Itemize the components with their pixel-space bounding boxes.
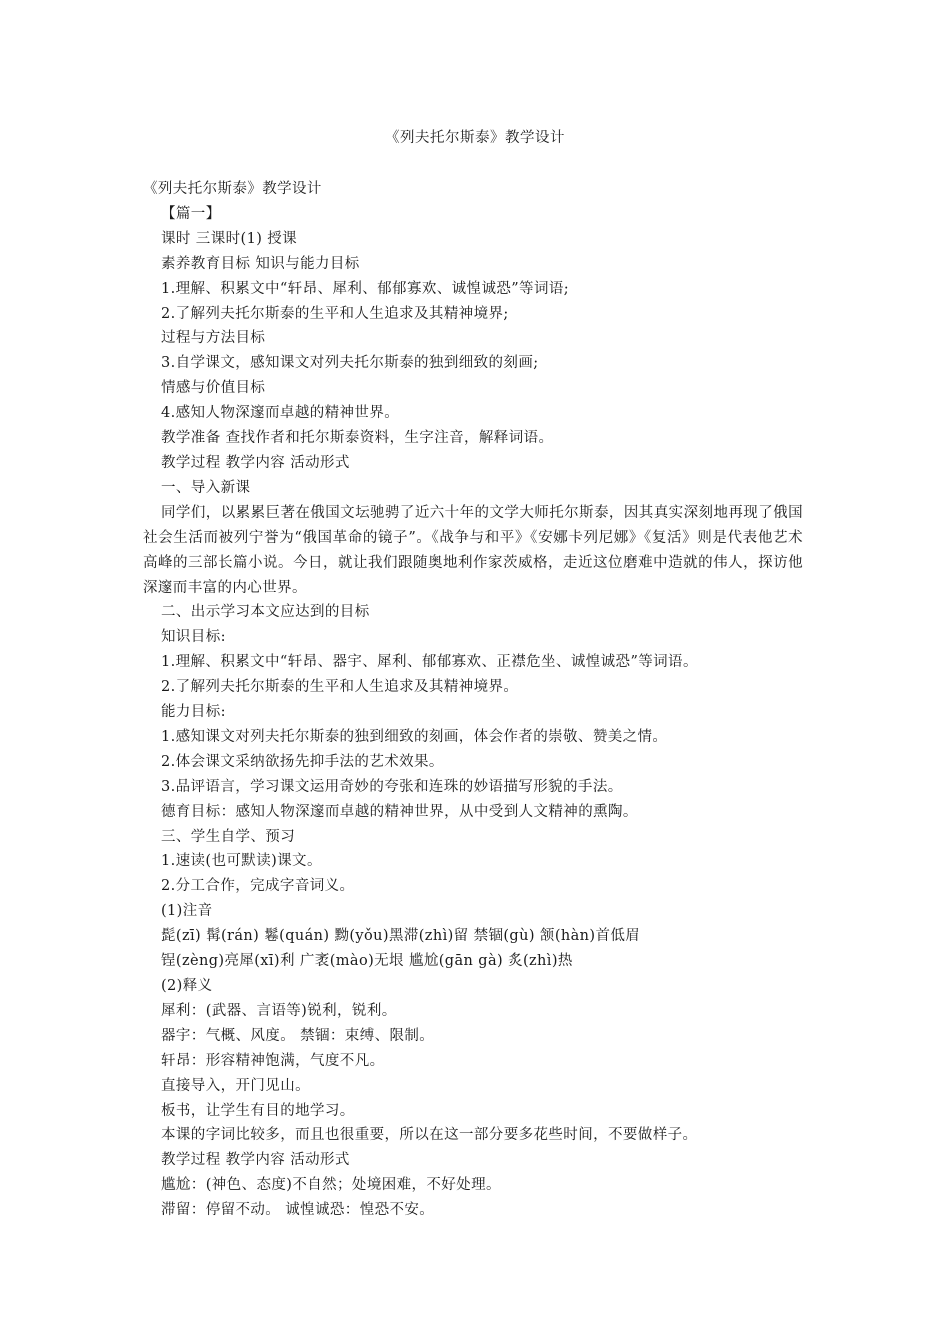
text-line: 锃(zèng)亮犀(xī)利 广袤(mào)无垠 尴尬(gān gà) 炙(zhì)热: [161, 953, 573, 970]
text-line: 4.感知人物深邃而卓越的精神世界。: [161, 405, 400, 422]
text-line: 课时 三课时(1) 授课: [161, 230, 298, 247]
text-line: 二、出示学习本文应达到的目标: [161, 604, 370, 621]
text-line: 1.理解、积累文中“轩昂、犀利、郁郁寡欢、诚惶诚恐”等词语;: [161, 280, 570, 297]
text-line: 能力目标:: [161, 704, 226, 721]
text-line: (2)释义: [161, 978, 213, 994]
text-line: 教学过程 教学内容 活动形式: [161, 454, 350, 471]
text-line: 滞留：停留不动。 诚惶诚恐：惶恐不安。: [161, 1202, 435, 1219]
text-line: 2.分工合作，完成字音词义。: [161, 878, 355, 895]
text-line: 板书，让学生有目的地学习。: [161, 1102, 355, 1119]
text-line: 《列夫托尔斯泰》教学设计: [143, 181, 322, 197]
text-line: 三、学生自学、预习: [161, 828, 296, 845]
text-line: 2.体会课文采纳欲扬先抑手法的艺术效果。: [161, 753, 444, 770]
text-line: 过程与方法目标: [161, 330, 266, 347]
text-line: 情感与价值目标: [161, 380, 266, 397]
text-line: 教学准备 查找作者和托尔斯泰资料，生字注音，解释词语。: [161, 430, 554, 447]
page-title: 《列夫托尔斯泰》教学设计: [385, 130, 565, 146]
text-line: 1.感知课文对列夫托尔斯泰的独到细致的刻画，体会作者的崇敬、赞美之情。: [161, 728, 668, 745]
text-line: 1.速读(也可默读)课文。: [161, 853, 322, 870]
text-line: 器宇：气概、风度。 禁锢：束缚、限制。: [161, 1027, 435, 1044]
text-line: 德育目标：感知人物深邃而卓越的精神世界，从中受到人文精神的熏陶。: [161, 803, 638, 820]
text-line: 本课的字词比较多，而且也很重要，所以在这一部分要多花些时间，不要做样子。: [161, 1127, 698, 1144]
text-line: 3.品评语言，学习课文运用奇妙的夸张和连珠的妙语描写形貌的手法。: [161, 778, 623, 795]
text-line: 知识目标:: [161, 629, 226, 646]
text-line: 尴尬：(神色、态度)不自然；处境困难，不好处理。: [161, 1177, 501, 1194]
text-line: 教学过程 教学内容 活动形式: [161, 1152, 350, 1169]
text-line: 3.自学课文，感知课文对列夫托尔斯泰的独到细致的刻画;: [161, 355, 539, 372]
text-line: (1)注音: [161, 903, 213, 920]
text-line: 2.了解列夫托尔斯泰的生平和人生追求及其精神境界;: [161, 305, 509, 322]
text-line: 髭(zī) 髯(rán) 鬈(quán) 黝(yǒu)黑滞(zhì)留 禁锢(gù) 颔(hàn)首低眉: [161, 928, 641, 945]
document-body: [143, 177, 803, 1223]
text-line: 2.了解列夫托尔斯泰的生平和人生追求及其精神境界。: [161, 679, 519, 696]
text-line: 犀利：(武器、言语等)锐利，锐利。: [161, 1002, 397, 1019]
body-paragraph: 同学们，以累累巨著在俄国文坛驰骋了近六十年的文学大师托尔斯泰，因其真实深刻地再现了俄国社会生活而被列宁誉为“俄国革命的镜子”。《战争与和平》《安娜卡列尼娜》《复活》则是代表他艺术高峰的三部长篇小说。今日，就让我们跟随奥地利作家茨威格，走近这位磨难中造就的伟人，探访他深邃而丰富的内心世界。: [143, 504, 803, 596]
text-line: 直接导入，开门见山。: [161, 1077, 310, 1094]
text-line: 1.理解、积累文中“轩昂、器宇、犀利、郁郁寡欢、正襟危坐、诚惶诚恐”等词语。: [161, 654, 698, 671]
text-line: 素养教育目标 知识与能力目标: [161, 255, 360, 272]
text-line: 轩昂：形容精神饱满，气度不凡。: [161, 1052, 385, 1069]
text-line: 一、导入新课: [161, 479, 251, 496]
text-line: 【篇一】: [161, 205, 221, 222]
